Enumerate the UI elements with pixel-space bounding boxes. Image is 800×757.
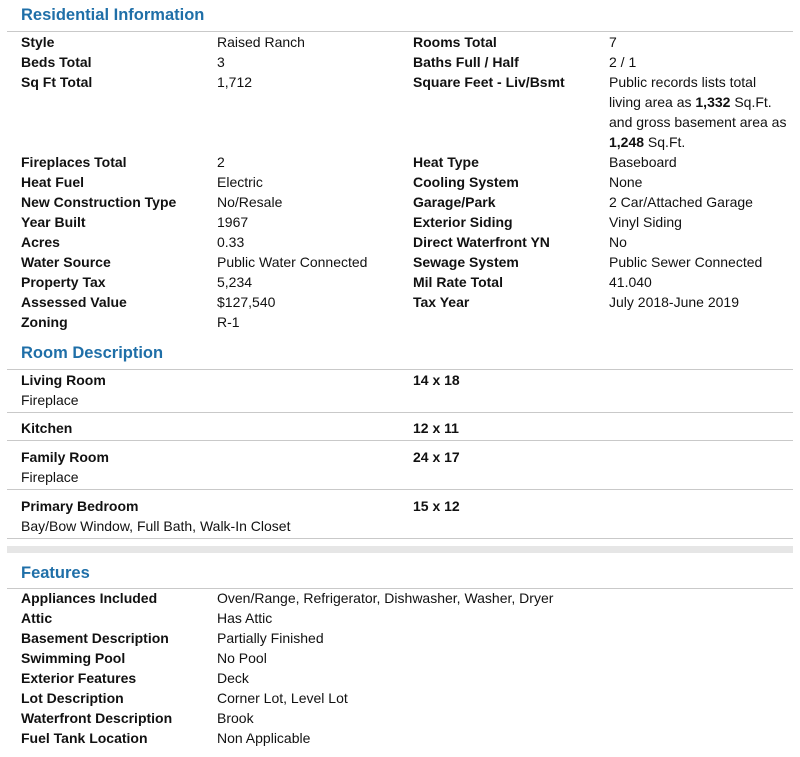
feature-value: No Pool: [217, 650, 267, 666]
features-section-title: Features: [21, 564, 90, 582]
room-divider: [7, 440, 793, 441]
field-label: Sq Ft Total: [21, 74, 93, 90]
field-label: Property Tax: [21, 274, 106, 290]
field-value: Raised Ranch: [217, 34, 305, 50]
room-name: Living Room: [21, 372, 106, 388]
room-name: Family Room: [21, 449, 109, 465]
room-dimensions: 15 x 12: [413, 498, 460, 514]
field-label: Garage/Park: [413, 194, 496, 210]
field-value: Electric: [217, 174, 263, 190]
info-row: [21, 272, 793, 292]
feature-label: Attic: [21, 610, 53, 626]
feature-value: Brook: [217, 710, 254, 726]
room-description: Fireplace: [21, 392, 79, 408]
field-label: Direct Waterfront YN: [413, 234, 550, 250]
field-value: 3: [217, 54, 225, 70]
room-description: Bay/Bow Window, Full Bath, Walk-In Closet: [21, 518, 291, 534]
field-value: 2 Car/Attached Garage: [609, 194, 753, 210]
field-value: R-1: [217, 314, 240, 330]
field-value: 7: [609, 34, 617, 50]
field-value: No/Resale: [217, 194, 283, 210]
room-name: Primary Bedroom: [21, 498, 139, 514]
feature-label: Swimming Pool: [21, 650, 126, 666]
info-row: [21, 32, 793, 52]
info-row: [21, 172, 793, 192]
field-value: 0.33: [217, 234, 245, 250]
feature-row: [21, 668, 793, 688]
feature-label: Lot Description: [21, 690, 124, 706]
feature-row: [21, 708, 793, 728]
info-row: [21, 152, 793, 172]
feature-row: [21, 588, 793, 608]
field-value: July 2018-June 2019: [609, 294, 739, 310]
room-dimensions: 14 x 18: [413, 372, 460, 388]
feature-value: Oven/Range, Refrigerator, Dishwasher, Washer, Dryer: [217, 590, 554, 606]
section-separator-bar: [7, 546, 793, 553]
room-item: [21, 370, 793, 410]
field-label: Sewage System: [413, 254, 519, 270]
room-section-title: Room Description: [21, 344, 164, 362]
feature-value: Has Attic: [217, 610, 273, 626]
feature-label: Waterfront Description: [21, 710, 173, 726]
field-label: Square Feet - Liv/Bsmt: [413, 74, 565, 90]
room-item: [21, 496, 793, 536]
room-name: Kitchen: [21, 420, 73, 436]
info-row: [21, 72, 793, 152]
field-value: 2: [217, 154, 225, 170]
feature-value: Partially Finished: [217, 630, 324, 646]
info-row: [21, 192, 793, 212]
field-label: Exterior Siding: [413, 214, 513, 230]
field-label: Zoning: [21, 314, 68, 330]
info-row: [21, 232, 793, 252]
feature-label: Fuel Tank Location: [21, 730, 148, 746]
feature-label: Exterior Features: [21, 670, 137, 686]
info-row: [21, 292, 793, 312]
room-item: [21, 447, 793, 487]
room-description: Fireplace: [21, 469, 79, 485]
room-dimensions: 24 x 17: [413, 449, 460, 465]
residential-section-title: Residential Information: [21, 6, 205, 24]
field-value: Baseboard: [609, 154, 677, 170]
field-label: Heat Type: [413, 154, 479, 170]
field-label: Heat Fuel: [21, 174, 85, 190]
field-value: No: [609, 234, 627, 250]
field-label: Style: [21, 34, 55, 50]
field-label: Beds Total: [21, 54, 92, 70]
field-value: Vinyl Siding: [609, 214, 682, 230]
field-value: 2 / 1: [609, 54, 637, 70]
field-value: None: [609, 174, 643, 190]
feature-row: [21, 648, 793, 668]
field-value: 1967: [217, 214, 249, 230]
field-value: $127,540: [217, 294, 276, 310]
field-label: Cooling System: [413, 174, 519, 190]
field-label: Assessed Value: [21, 294, 127, 310]
feature-value: Non Applicable: [217, 730, 311, 746]
field-label: Fireplaces Total: [21, 154, 127, 170]
field-label: Tax Year: [413, 294, 470, 310]
info-row: [21, 52, 793, 72]
info-row: [21, 212, 793, 232]
feature-row: [21, 688, 793, 708]
feature-row: [21, 628, 793, 648]
room-divider: [7, 412, 793, 413]
field-value: 5,234: [217, 274, 253, 290]
field-label: Water Source: [21, 254, 111, 270]
feature-label: Appliances Included: [21, 590, 158, 606]
info-row: [21, 252, 793, 272]
field-value: 41.040: [609, 274, 652, 290]
feature-row: [21, 728, 793, 748]
field-label: New Construction Type: [21, 194, 177, 210]
field-label: Baths Full / Half: [413, 54, 519, 70]
room-divider: [7, 538, 793, 539]
field-label: Rooms Total: [413, 34, 497, 50]
field-label: Mil Rate Total: [413, 274, 503, 290]
feature-value: Corner Lot, Level Lot: [217, 690, 348, 706]
field-label: Year Built: [21, 214, 86, 230]
room-dimensions: 12 x 11: [413, 420, 459, 436]
room-item: [21, 418, 793, 438]
field-label: Acres: [21, 234, 60, 250]
sqft-liv-bsmt-value: Public records lists total living area as 1,332 Sq.Ft. and gross basement area as 1,248 Sq.Ft.: [609, 74, 787, 150]
feature-row: [21, 608, 793, 628]
field-value: Public Water Connected: [217, 254, 368, 270]
field-value: 1,712: [217, 74, 253, 90]
feature-value: Deck: [217, 670, 249, 686]
feature-label: Basement Description: [21, 630, 169, 646]
field-value: Public Sewer Connected: [609, 254, 763, 270]
info-row: [21, 312, 793, 332]
room-divider: [7, 489, 793, 490]
